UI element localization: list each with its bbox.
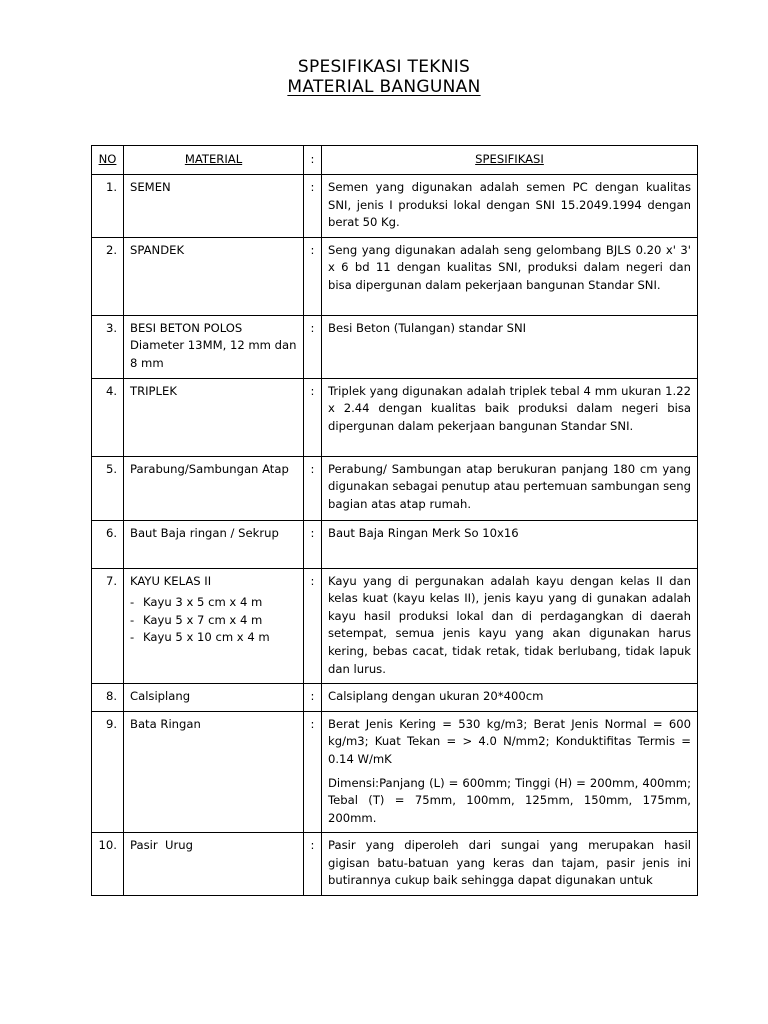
row-specification: Semen yang digunakan adalah semen PC dengan kualitas SNI, jenis I produksi lokal dengan SNI 15.2049.1994 dengan berat 50 Kg.: [322, 175, 698, 238]
row-number: 3.: [92, 315, 124, 378]
row-colon: :: [304, 711, 322, 833]
bullet-dash: -: [130, 630, 135, 645]
row-material: TRIPLEK: [124, 378, 304, 456]
row-specification: Berat Jenis Kering = 530 kg/m3; Berat Jenis Normal = 600 kg/m3; Kuat Tekan = > 4.0 N/mm2; Konduktifitas Termis = 0.14 W/mK: [328, 716, 691, 766]
row-material: SEMEN: [124, 175, 304, 238]
row-number: 8.: [92, 684, 124, 712]
table-row: [92, 378, 698, 456]
row-colon: :: [304, 175, 322, 238]
list-item: [130, 612, 297, 630]
row-specification-cell: [322, 711, 698, 833]
table-row: [92, 237, 698, 315]
row-number: 10.: [92, 833, 124, 896]
header-spesifikasi: SPESIFIKASI: [322, 146, 698, 175]
row-material: Calsiplang: [124, 684, 304, 712]
row-number: 1.: [92, 175, 124, 238]
row-material-cell: [124, 315, 304, 378]
row-colon: :: [304, 833, 322, 896]
row-number: 2.: [92, 237, 124, 315]
row-colon: :: [304, 684, 322, 712]
row-material: Bata Ringan: [124, 711, 304, 833]
wood-size: Kayu 3 x 5 cm x 4 m: [143, 595, 263, 610]
row-material-cell: [124, 568, 304, 684]
document-title: [0, 56, 768, 78]
table-row: [92, 175, 698, 238]
table-row: [92, 456, 698, 520]
row-colon: :: [304, 520, 322, 568]
row-material: BESI BETON POLOS: [130, 320, 243, 335]
row-specification: Triplek yang digunakan adalah triplek tebal 4 mm ukuran 1.22 x 2.44 dengan kualitas baik produksi dalam negeri bisa dipergunan dalam pekerjaan bangunan Standar SNI.: [322, 378, 698, 456]
header-material: MATERIAL: [124, 146, 304, 175]
row-material: Baut Baja ringan / Sekrup: [124, 520, 304, 568]
wood-size-list: [130, 594, 297, 647]
header-colon: :: [304, 146, 322, 175]
row-material: Pasir Urug: [124, 833, 304, 896]
row-material-detail: Diameter 13MM, 12 mm dan 8 mm: [130, 338, 297, 370]
title-line-2: MATERIAL BANGUNAN: [287, 77, 481, 97]
row-specification: Kayu yang di pergunakan adalah kayu dengan kelas II dan kelas kuat (kayu kelas II), jenis kayu yang di gunakan adalah kayu hasil produksi lokal dan di perdagangkan di daerah setempat, semua jenis kayu yang akan digunakan harus kering, bebas cacat, tidak retak, tidak berlubang, tidak lapuk dan lurus.: [322, 568, 698, 684]
row-specification: Perabung/ Sambungan atap berukuran panjang 180 cm yang digunakan sebagai penutup atau pertemuan sambungan seng bagian atas atap rumah.: [322, 456, 698, 520]
row-colon: :: [304, 456, 322, 520]
row-number: 9.: [92, 711, 124, 833]
document-subtitle: [0, 76, 768, 98]
table-row: [92, 315, 698, 378]
wood-size: Kayu 5 x 7 cm x 4 m: [143, 612, 263, 627]
specification-table: [91, 145, 698, 896]
header-no: NO: [92, 146, 124, 175]
title-line-1: SPESIFIKASI TEKNIS: [297, 57, 471, 77]
row-specification: Seng yang digunakan adalah seng gelombang BJLS 0.20 x' 3' x 6 bd 11 dengan kualitas SNI, produksi dalam negeri dan bisa dipergunan dalam pekerjaan bangunan Standar SNI.: [322, 237, 698, 315]
row-colon: :: [304, 568, 322, 684]
row-material: SPANDEK: [124, 237, 304, 315]
row-specification: Baut Baja Ringan Merk So 10x16: [322, 520, 698, 568]
bullet-dash: -: [130, 612, 135, 627]
row-specification: Calsiplang dengan ukuran 20*400cm: [322, 684, 698, 712]
list-item: [130, 629, 297, 647]
table-header-row: [92, 146, 698, 175]
table-row: [92, 568, 698, 684]
wood-size: Kayu 5 x 10 cm x 4 m: [143, 630, 270, 645]
row-specification: Besi Beton (Tulangan) standar SNI: [322, 315, 698, 378]
row-colon: :: [304, 315, 322, 378]
bullet-dash: -: [130, 595, 135, 610]
row-material: Parabung/Sambungan Atap: [124, 456, 304, 520]
table-row: [92, 520, 698, 568]
row-specification: Pasir yang diperoleh dari sungai yang merupakan hasil gigisan batu-batuan yang keras dan tajam, pasir jenis ini butirannya cukup baik sehingga dapat digunakan untuk: [322, 833, 698, 896]
row-colon: :: [304, 378, 322, 456]
table-row: [92, 833, 698, 896]
row-number: 4.: [92, 378, 124, 456]
row-number: 6.: [92, 520, 124, 568]
table-row: [92, 711, 698, 833]
list-item: [130, 594, 297, 612]
row-colon: :: [304, 237, 322, 315]
row-number: 5.: [92, 456, 124, 520]
table-row: [92, 684, 698, 712]
row-specification-dimensions: Dimensi:Panjang (L) = 600mm; Tinggi (H) = 200mm, 400mm; Tebal (T) = 75mm, 100mm, 125mm, 150mm, 175mm, 200mm.: [328, 775, 691, 825]
row-material: KAYU KELAS II: [130, 573, 212, 588]
row-number: 7.: [92, 568, 124, 684]
